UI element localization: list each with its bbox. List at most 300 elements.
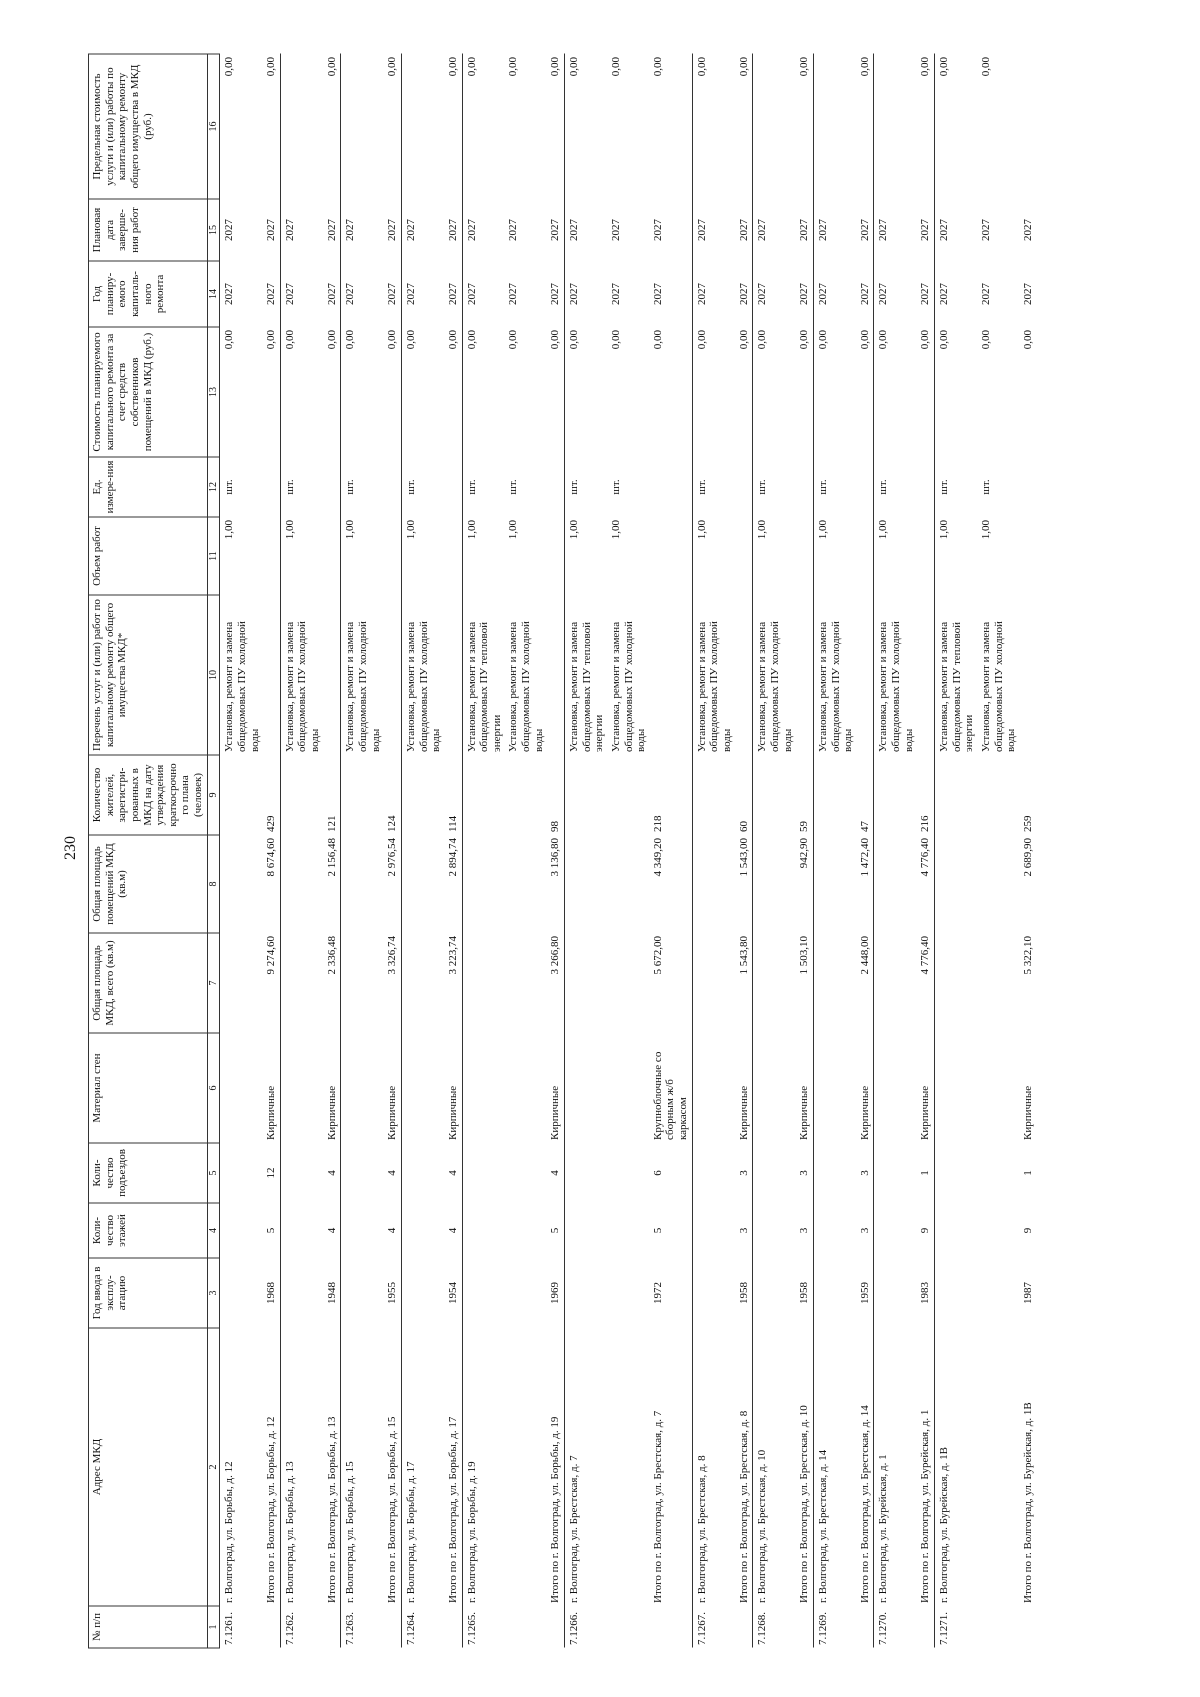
- area-total-cell: [608, 933, 650, 1033]
- entrances-cell: [462, 1143, 505, 1203]
- year-cell: [813, 1258, 856, 1328]
- header-area-total: Общая площадь МКД, всего (кв.м): [89, 933, 208, 1033]
- end-date-cell: 2027: [325, 219, 338, 241]
- works-cell: Установка, ремонт и замена общедомовых ПУ холодной воды: [401, 595, 444, 755]
- residents-cell: 121: [325, 815, 338, 832]
- plan-year-cell: 2027: [935, 261, 978, 327]
- unit-cell: шт.: [753, 457, 796, 517]
- max-cost-cell: [813, 54, 856, 199]
- area-total-cell: [505, 933, 547, 1033]
- address-cell: г. Волгоград, ул. Брестская, д. 14: [813, 1328, 856, 1606]
- unit-cell: шт.: [874, 457, 917, 517]
- residents-cell: 259: [1021, 815, 1034, 832]
- works-cell: [736, 595, 753, 755]
- entrances-cell: 1: [1021, 1170, 1034, 1176]
- table-row-continuation: [978, 54, 1020, 1648]
- address-cell: Итого по г. Волгоград, ул. Брестская, д. 14: [858, 1405, 871, 1603]
- plan-year-cell: 2027: [919, 283, 932, 305]
- end-date-cell: 2027: [919, 219, 932, 241]
- cost-cell: 0,00: [1021, 330, 1034, 350]
- floors-cell: [608, 1203, 650, 1258]
- wall-material-cell: [462, 1033, 505, 1143]
- column-number: 6: [207, 1033, 220, 1143]
- header-max-cost: Предельная стоимость услуги и (или) работы по капитальному ремонту общего имущества в МКД (руб.): [89, 54, 208, 199]
- total-row: [917, 54, 934, 1648]
- wall-material-cell: Кирпичные: [1021, 1085, 1034, 1140]
- max-cost-cell: 0,00: [507, 57, 520, 77]
- address-cell: Итого по г. Волгоград, ул. Бурейская, д. 1: [919, 1409, 932, 1603]
- table-row-continuation: [608, 54, 650, 1648]
- column-number: 11: [207, 517, 220, 595]
- cost-cell: 0,00: [935, 327, 978, 457]
- plan-year-cell: 2027: [265, 283, 278, 305]
- year-cell: [565, 1258, 608, 1328]
- max-cost-cell: [753, 54, 796, 199]
- year-cell: [401, 1258, 444, 1328]
- entrances-cell: [874, 1143, 917, 1203]
- row-number: [384, 1606, 401, 1648]
- address-cell: г. Волгоград, ул. Борьбы, д. 19: [462, 1328, 505, 1606]
- volume-cell: 1,00: [223, 520, 236, 540]
- cost-cell: 0,00: [651, 330, 664, 350]
- area-total-cell: 1 543,80: [737, 936, 750, 975]
- max-cost-cell: 0,00: [325, 57, 338, 77]
- max-cost-cell: 0,00: [549, 57, 562, 77]
- end-date-cell: 2027: [223, 219, 236, 241]
- end-date-cell: 2027: [874, 199, 917, 261]
- table-body: [220, 54, 1037, 1648]
- row-number: 7.1265.: [462, 1606, 505, 1648]
- entrances-cell: [608, 1143, 650, 1203]
- address-cell: Итого по г. Волгоград, ул. Брестская, д. 8: [737, 1410, 750, 1603]
- entrances-cell: [692, 1143, 735, 1203]
- volume-cell: [796, 517, 813, 595]
- entrances-cell: [565, 1143, 608, 1203]
- year-cell: [462, 1258, 505, 1328]
- total-row: [547, 54, 564, 1648]
- row-number: [978, 1606, 1020, 1648]
- row-number: [857, 1606, 874, 1648]
- max-cost-cell: [341, 54, 384, 199]
- residents-cell: 60: [737, 821, 750, 832]
- table-row: [401, 54, 444, 1648]
- total-row: [324, 54, 341, 1648]
- address-cell: Итого по г. Волгоград, ул. Борьбы, д. 13: [325, 1416, 338, 1603]
- header-address: Адрес МКД: [89, 1328, 208, 1606]
- plan-year-cell: 2027: [979, 283, 992, 305]
- area-rooms-cell: 2 156,48: [325, 838, 338, 877]
- wall-material-cell: [565, 1033, 608, 1143]
- year-cell: 1959: [858, 1282, 871, 1304]
- end-date-cell: 2027: [507, 219, 520, 241]
- header-end-date: Плановая дата заверше-ния работ: [89, 199, 208, 261]
- volume-cell: 1,00: [565, 517, 608, 595]
- header-works: Перечень услуг и (или) работ по капитальному ремонту общего имущества МКД*: [89, 595, 208, 755]
- total-row: [263, 54, 280, 1648]
- residents-cell: 218: [651, 815, 664, 832]
- area-rooms-cell: [692, 835, 735, 933]
- cost-cell: 0,00: [737, 330, 750, 350]
- volume-cell: 1,00: [507, 520, 520, 540]
- works-cell: [547, 595, 564, 755]
- area-rooms-cell: [608, 835, 650, 933]
- volume-cell: [917, 517, 934, 595]
- column-numbers-row: [207, 54, 220, 1648]
- max-cost-cell: 0,00: [798, 57, 811, 77]
- year-cell: 1968: [265, 1282, 278, 1304]
- year-cell: 1954: [446, 1282, 459, 1304]
- wall-material-cell: [280, 1033, 323, 1143]
- wall-material-cell: Кирпичные: [858, 1085, 871, 1140]
- row-number: [324, 1606, 341, 1648]
- cost-cell: 0,00: [874, 327, 917, 457]
- area-rooms-cell: 8 674,60: [265, 838, 278, 877]
- entrances-cell: [978, 1143, 1020, 1203]
- entrances-cell: 1: [919, 1170, 932, 1176]
- unit-cell: [1020, 457, 1037, 517]
- entrances-cell: [401, 1143, 444, 1203]
- volume-cell: 1,00: [813, 517, 856, 595]
- end-date-cell: 2027: [979, 219, 992, 241]
- floors-cell: 5: [651, 1227, 664, 1234]
- table-row: [565, 54, 608, 1648]
- residents-cell: [608, 755, 650, 835]
- plan-year-cell: 2027: [651, 283, 664, 305]
- floors-cell: 5: [549, 1227, 562, 1234]
- end-date-cell: 2027: [813, 199, 856, 261]
- address-cell: г. Волгоград, ул. Брестская, д. 8: [692, 1328, 735, 1606]
- year-cell: 1987: [1021, 1282, 1034, 1304]
- residents-cell: [813, 755, 856, 835]
- address-cell: г. Волгоград, ул. Борьбы, д. 12: [223, 1461, 236, 1603]
- volume-cell: 1,00: [979, 520, 992, 540]
- column-number: 14: [207, 261, 220, 327]
- wall-material-cell: Кирпичные: [265, 1085, 278, 1140]
- plan-year-cell: 2027: [874, 261, 917, 327]
- cost-cell: 0,00: [341, 327, 384, 457]
- header-row: [89, 54, 208, 1648]
- address-cell: Итого по г. Волгоград, ул. Брестская, д. 10: [798, 1405, 811, 1603]
- address-cell: [608, 1328, 650, 1606]
- address-cell: Итого по г. Волгоград, ул. Борьбы, д. 15: [386, 1416, 399, 1603]
- unit-cell: [547, 457, 564, 517]
- end-date-cell: 2027: [280, 199, 323, 261]
- wall-material-cell: [341, 1033, 384, 1143]
- area-rooms-cell: 1 472,40: [858, 838, 871, 877]
- column-number: 16: [207, 54, 220, 199]
- residents-cell: [935, 755, 978, 835]
- header-unit: Ед. измере-ния: [89, 457, 208, 517]
- works-cell: Установка, ремонт и замена общедомовых ПУ холодной воды: [223, 621, 261, 752]
- max-cost-cell: 0,00: [858, 57, 871, 77]
- works-cell: Установка, ремонт и замена общедомовых ПУ холодной воды: [979, 621, 1018, 752]
- row-number: [650, 1606, 692, 1648]
- area-total-cell: 5 672,00: [651, 936, 664, 975]
- end-date-cell: 2027: [609, 219, 622, 241]
- residents-cell: [220, 755, 263, 835]
- unit-cell: шт.: [609, 479, 622, 495]
- year-cell: [874, 1258, 917, 1328]
- floors-cell: [505, 1203, 547, 1258]
- address-cell: [978, 1328, 1020, 1606]
- column-number: 15: [207, 199, 220, 261]
- area-total-cell: [462, 933, 505, 1033]
- wall-material-cell: [692, 1033, 735, 1143]
- end-date-cell: 2027: [737, 219, 750, 241]
- end-date-cell: 2027: [265, 219, 278, 241]
- row-number: 7.1267.: [692, 1606, 735, 1648]
- header-year: Год ввода в эксплу-атацию: [89, 1258, 208, 1328]
- area-total-cell: 2 448,00: [858, 936, 871, 975]
- address-cell: г. Волгоград, ул. Брестская, д. 10: [753, 1328, 796, 1606]
- floors-cell: [692, 1203, 735, 1258]
- area-rooms-cell: [813, 835, 856, 933]
- column-number: 4: [207, 1203, 220, 1258]
- total-row: [650, 54, 692, 1648]
- column-number: 7: [207, 933, 220, 1033]
- address-cell: г. Волгоград, ул. Бурейская, д. 1: [874, 1328, 917, 1606]
- row-number: 7.1271.: [935, 1606, 978, 1648]
- plan-year-cell: 2027: [549, 283, 562, 305]
- year-cell: [280, 1258, 323, 1328]
- floors-cell: [813, 1203, 856, 1258]
- end-date-cell: 2027: [386, 219, 399, 241]
- entrances-cell: [280, 1143, 323, 1203]
- plan-year-cell: 2027: [609, 283, 622, 305]
- address-cell: г. Волгоград, ул. Борьбы, д. 15: [341, 1328, 384, 1606]
- header-wall-material: Материал стен: [89, 1033, 208, 1143]
- area-total-cell: [874, 933, 917, 1033]
- works-cell: [857, 595, 874, 755]
- row-number: [608, 1606, 650, 1648]
- plan-year-cell: 2027: [401, 261, 444, 327]
- table-row: [220, 54, 263, 1648]
- wall-material-cell: Крупноблочные со сборным ж/б каркасом: [651, 1051, 690, 1140]
- wall-material-cell: [608, 1033, 650, 1143]
- wall-material-cell: Кирпичные: [325, 1085, 338, 1140]
- unit-cell: шт.: [341, 457, 384, 517]
- works-cell: Установка, ремонт и замена общедомовых ПУ тепловой энергии: [462, 595, 505, 755]
- row-number: 7.1269.: [813, 1606, 856, 1648]
- works-cell: [796, 595, 813, 755]
- volume-cell: 1,00: [401, 517, 444, 595]
- unit-cell: [736, 457, 753, 517]
- row-number: 7.1266.: [565, 1606, 608, 1648]
- works-cell: Установка, ремонт и замена общедомовых ПУ холодной воды: [280, 595, 323, 755]
- cost-cell: 0,00: [462, 327, 505, 457]
- area-total-cell: 2 336,48: [325, 936, 338, 975]
- total-row: [736, 54, 753, 1648]
- max-cost-cell: 0,00: [223, 57, 236, 77]
- max-cost-cell: [874, 54, 917, 199]
- area-total-cell: 1 503,10: [798, 936, 811, 975]
- year-cell: [341, 1258, 384, 1328]
- end-date-cell: 2027: [798, 219, 811, 241]
- wall-material-cell: [813, 1033, 856, 1143]
- works-cell: [650, 595, 692, 755]
- floors-cell: 9: [919, 1227, 932, 1234]
- table-row: [874, 54, 917, 1648]
- end-date-cell: 2027: [935, 199, 978, 261]
- year-cell: 1958: [798, 1282, 811, 1304]
- year-cell: 1969: [549, 1282, 562, 1304]
- max-cost-cell: 0,00: [935, 54, 978, 199]
- entrances-cell: [753, 1143, 796, 1203]
- residents-cell: [280, 755, 323, 835]
- unit-cell: шт.: [401, 457, 444, 517]
- cost-cell: 0,00: [813, 327, 856, 457]
- column-number: 10: [207, 595, 220, 755]
- max-cost-cell: 0,00: [446, 57, 459, 77]
- year-cell: 1948: [325, 1282, 338, 1304]
- table-row-continuation: [505, 54, 547, 1648]
- area-total-cell: [935, 933, 978, 1033]
- plan-year-cell: 2027: [223, 283, 236, 305]
- area-total-cell: 5 322,10: [1021, 936, 1034, 975]
- row-number: [917, 1606, 934, 1648]
- residents-cell: 429: [265, 815, 278, 832]
- wall-material-cell: [753, 1033, 796, 1143]
- wall-material-cell: [505, 1033, 547, 1143]
- cost-cell: 0,00: [549, 330, 562, 350]
- wall-material-cell: [935, 1033, 978, 1143]
- column-number: 1: [207, 1606, 220, 1648]
- plan-year-cell: 2027: [813, 261, 856, 327]
- row-number: [547, 1606, 564, 1648]
- cost-cell: 0,00: [565, 327, 608, 457]
- residents-cell: [874, 755, 917, 835]
- area-total-cell: 3 326,74: [386, 936, 399, 975]
- row-number: [796, 1606, 813, 1648]
- works-cell: Установка, ремонт и замена общедомовых ПУ холодной воды: [507, 621, 545, 752]
- table-row: [462, 54, 505, 1648]
- plan-year-cell: 2027: [753, 261, 796, 327]
- volume-cell: 1,00: [753, 517, 796, 595]
- address-cell: Итого по г. Волгоград, ул. Брестская, д. 7: [651, 1410, 664, 1603]
- plan-year-cell: 2027: [325, 283, 338, 305]
- floors-cell: [280, 1203, 323, 1258]
- area-total-cell: 4 776,40: [919, 936, 932, 975]
- table-row: [692, 54, 735, 1648]
- wall-material-cell: [220, 1033, 263, 1143]
- end-date-cell: 2027: [401, 199, 444, 261]
- plan-year-cell: 2027: [798, 283, 811, 305]
- row-number: 7.1261.: [223, 1612, 236, 1645]
- header-no: № п/п: [89, 1606, 208, 1648]
- cost-cell: 0,00: [446, 330, 459, 350]
- header-entrances: Коли-чество подъездов: [89, 1143, 208, 1203]
- header-volume: Объем работ: [89, 517, 208, 595]
- plan-year-cell: 2027: [462, 261, 505, 327]
- column-number: 8: [207, 835, 220, 933]
- cost-cell: 0,00: [507, 330, 520, 350]
- cost-cell: 0,00: [753, 327, 796, 457]
- area-rooms-cell: 4 776,40: [919, 838, 932, 877]
- entrances-cell: [341, 1143, 384, 1203]
- wall-material-cell: Кирпичные: [386, 1085, 399, 1140]
- area-rooms-cell: 2 976,54: [386, 838, 399, 877]
- column-number: 13: [207, 327, 220, 457]
- address-cell: г. Волгоград, ул. Бурейская, д. 1В: [935, 1328, 978, 1606]
- floors-cell: 4: [325, 1227, 338, 1234]
- area-total-cell: [978, 933, 1020, 1033]
- area-total-cell: [401, 933, 444, 1033]
- volume-cell: [384, 517, 401, 595]
- volume-cell: [547, 517, 564, 595]
- entrances-cell: 3: [858, 1170, 871, 1176]
- entrances-cell: 4: [446, 1170, 459, 1176]
- wall-material-cell: [401, 1033, 444, 1143]
- floors-cell: [935, 1203, 978, 1258]
- capital-repair-table: [88, 54, 1037, 1649]
- year-cell: 1983: [919, 1282, 932, 1304]
- end-date-cell: 2027: [446, 219, 459, 241]
- floors-cell: 3: [858, 1227, 871, 1234]
- address-cell: Итого по г. Волгоград, ул. Борьбы, д. 12: [265, 1416, 278, 1603]
- total-row: [384, 54, 401, 1648]
- unit-cell: [263, 457, 280, 517]
- works-cell: [263, 595, 280, 755]
- plan-year-cell: 2027: [692, 261, 735, 327]
- floors-cell: 4: [446, 1227, 459, 1234]
- entrances-cell: 4: [386, 1170, 399, 1176]
- floors-cell: [874, 1203, 917, 1258]
- year-cell: 1972: [651, 1282, 664, 1304]
- address-cell: Итого по г. Волгоград, ул. Борьбы, д. 17: [446, 1416, 459, 1603]
- works-cell: Установка, ремонт и замена общедомовых ПУ холодной воды: [692, 595, 735, 755]
- column-number: 9: [207, 755, 220, 835]
- plan-year-cell: 2027: [1021, 283, 1034, 305]
- works-cell: Установка, ремонт и замена общедомовых ПУ тепловой энергии: [565, 595, 608, 755]
- address-cell: г. Волгоград, ул. Борьбы, д. 13: [280, 1328, 323, 1606]
- entrances-cell: [813, 1143, 856, 1203]
- plan-year-cell: 2027: [737, 283, 750, 305]
- table-row: [813, 54, 856, 1648]
- volume-cell: [857, 517, 874, 595]
- works-cell: [1020, 595, 1037, 755]
- row-number: 7.1263.: [341, 1606, 384, 1648]
- volume-cell: 1,00: [609, 520, 622, 540]
- plan-year-cell: 2027: [341, 261, 384, 327]
- area-total-cell: [813, 933, 856, 1033]
- max-cost-cell: 0,00: [386, 57, 399, 77]
- plan-year-cell: 2027: [565, 261, 608, 327]
- wall-material-cell: [978, 1033, 1020, 1143]
- works-cell: Установка, ремонт и замена общедомовых ПУ холодной воды: [753, 595, 796, 755]
- row-number: [445, 1606, 462, 1648]
- column-number: 3: [207, 1258, 220, 1328]
- floors-cell: [753, 1203, 796, 1258]
- wall-material-cell: Кирпичные: [549, 1085, 562, 1140]
- unit-cell: [917, 457, 934, 517]
- floors-cell: 9: [1021, 1227, 1034, 1234]
- residents-cell: [505, 755, 547, 835]
- area-total-cell: [341, 933, 384, 1033]
- year-cell: [935, 1258, 978, 1328]
- max-cost-cell: 0,00: [919, 57, 932, 77]
- residents-cell: 114: [446, 815, 459, 832]
- table-row: [935, 54, 978, 1648]
- volume-cell: 1,00: [280, 517, 323, 595]
- max-cost-cell: 0,00: [692, 54, 735, 199]
- table-row: [280, 54, 323, 1648]
- entrances-cell: 3: [798, 1170, 811, 1176]
- floors-cell: [978, 1203, 1020, 1258]
- plan-year-cell: 2027: [446, 283, 459, 305]
- floors-cell: [565, 1203, 608, 1258]
- volume-cell: 1,00: [692, 517, 735, 595]
- area-total-cell: [753, 933, 796, 1033]
